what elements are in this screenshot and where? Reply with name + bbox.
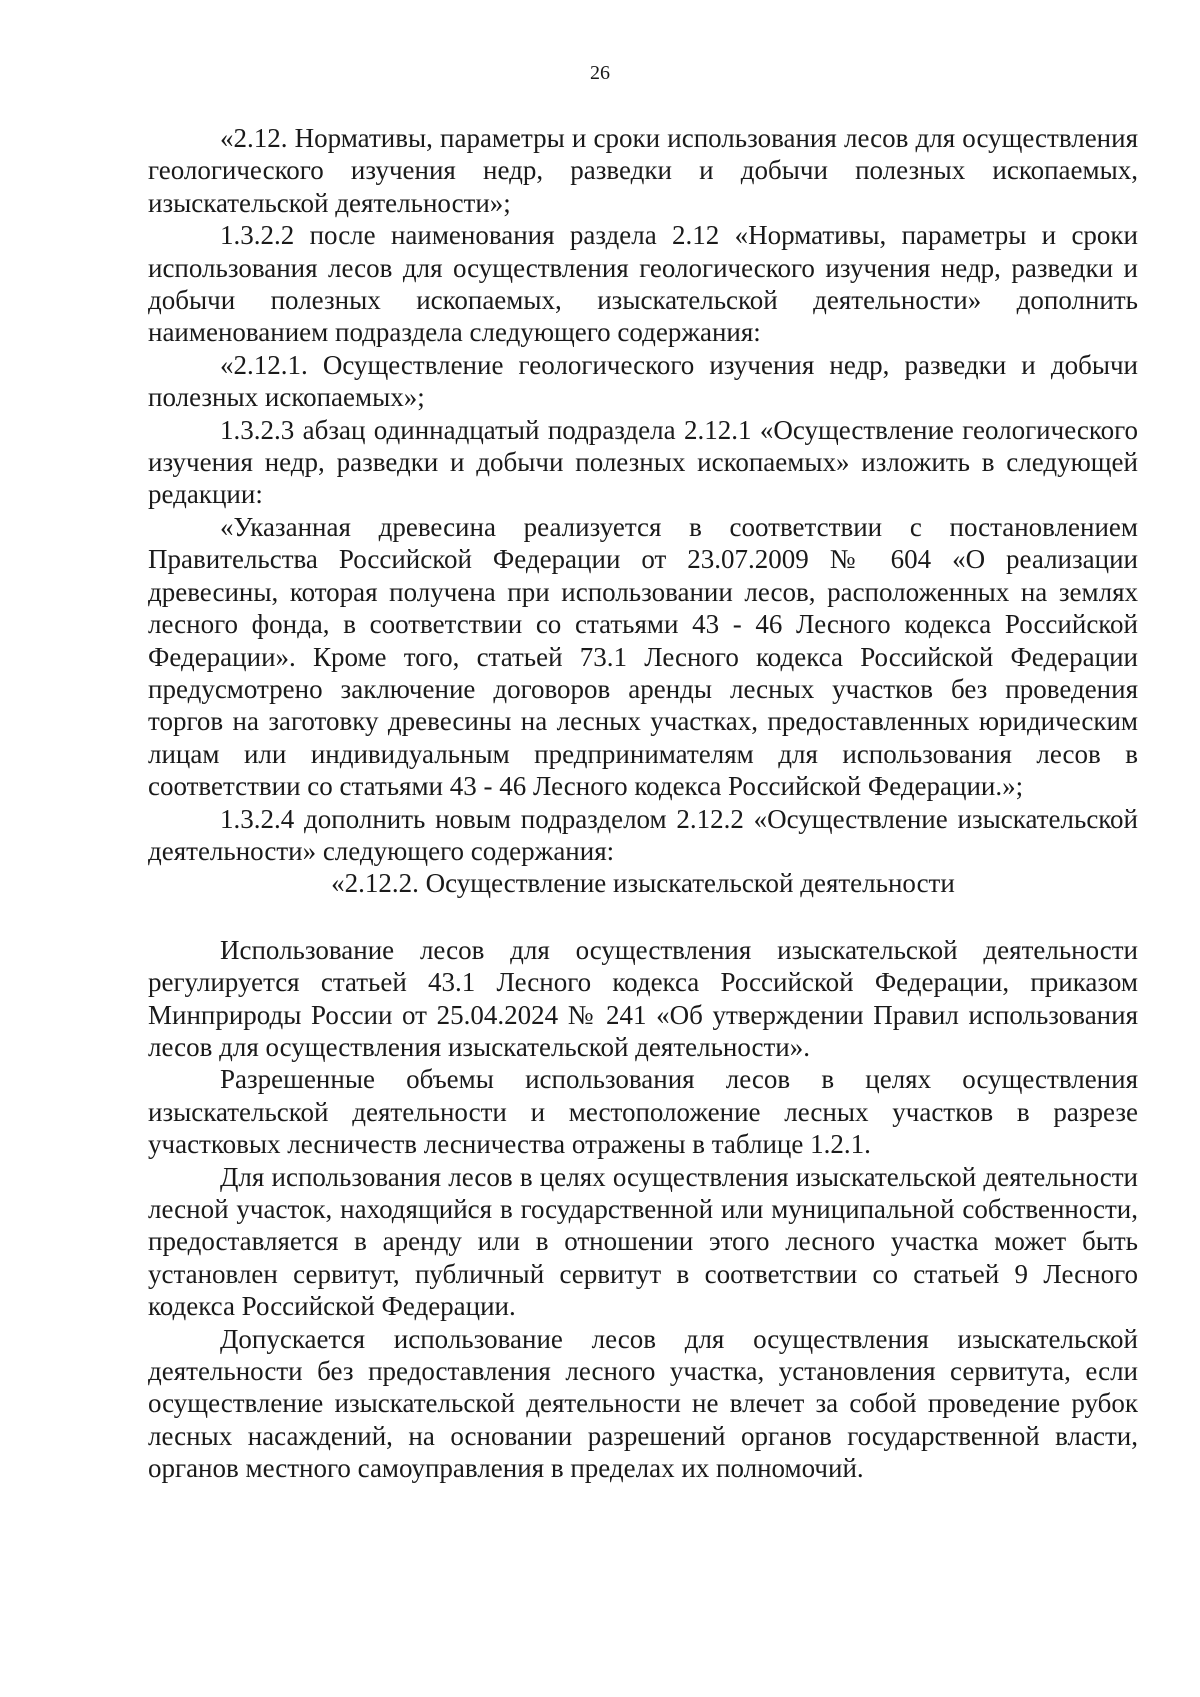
page-number: 26 [590,62,610,84]
quoted-wood-sale-paragraph: «Указанная древесина реализуется в соответствии с постановлением Правительства Российской Федерации от 23.07.2009 № 604 «О реализации древесины, которая получена при использовании лесов, расположенных на землях лесного фонда, в соответствии со статьями 43 - 46 Лесного кодекса Российской Федерации». Кроме того, статьей 73.1 Лесного кодекса Российской Федерации предусмотрено заключение договоров аренды лесных участков без проведения торгов на заготовку древесины на лесных участках, предоставленных юридическим лицам или индивидуальным предпринимателям для использования лесов в соответствии со статьями 43 - 46 Лесного кодекса Российской Федерации.»; [148,511,1138,802]
plot-lease-paragraph: Для использования лесов в целях осуществления изыскательской деятельности лесной участок, находящийся в государственной или муниципальной собственности, предоставляется в аренду или в отношении этого лесного участка может быть установлен сервитут, публичный сервитут в соответствии со статьей 9 Лесного кодекса Российской Федерации. [148,1161,1138,1322]
survey-use-regulation-paragraph: Использование лесов для осуществления изыскательской деятельности регулируется статьей 43.1 Лесного кодекса Российской Федерации, приказом Минприроды России от 25.04.2024 № 241 «Об утверждении Правил использования лесов для осуществления изыскательской деятельности». [148,934,1138,1062]
document-body [148,122,1138,1485]
subsection-heading-2-12-2: «2.12.2. Осуществление изыскательской деятельности [331,868,955,899]
use-without-plot-paragraph: Допускается использование лесов для осуществления изыскательской деятельности без предоставления лесного участка, установления сервитута, если осуществление изыскательской деятельности не влечет за собой проведение рубок лесных насаждений, на основании разрешений органов государственной власти, органов местного самоуправления в пределах их полномочий. [148,1323,1138,1484]
permitted-volumes-paragraph: Разрешенные объемы использования лесов в целях осуществления изыскательской деятельности и местоположение лесных участков в разрезе участковых лесничеств лесничества отражены в таблице 1.2.1. [148,1064,1138,1160]
amendment-1-3-2-3: 1.3.2.3 абзац одиннадцатый подраздела 2.12.1 «Осуществление геологического изучения недр, разведки и добычи полезных ископаемых» изложить в следующей редакции: [148,414,1138,510]
section-heading-2-12: «2.12. Нормативы, параметры и сроки использования лесов для осуществления геологического изучения недр, разведки и добычи полезных ископаемых, изыскательской деятельности»; [148,123,1138,218]
subsection-heading-2-12-1: «2.12.1. Осуществление геологического изучения недр, разведки и добычи полезных ископаемых»; [148,349,1138,413]
blank-line [148,900,1138,934]
amendment-1-3-2-4: 1.3.2.4 дополнить новым подразделом 2.12.2 «Осуществление изыскательской деятельности» следующего содержания: [148,803,1138,866]
amendment-1-3-2-2: 1.3.2.2 после наименования раздела 2.12 «Нормативы, параметры и сроки использования лесов для осуществления геологического изучения недр, разведки и добычи полезных ископаемых, изыскательской деятельности» дополнить наименованием подраздела следующего содержания: [148,220,1138,348]
